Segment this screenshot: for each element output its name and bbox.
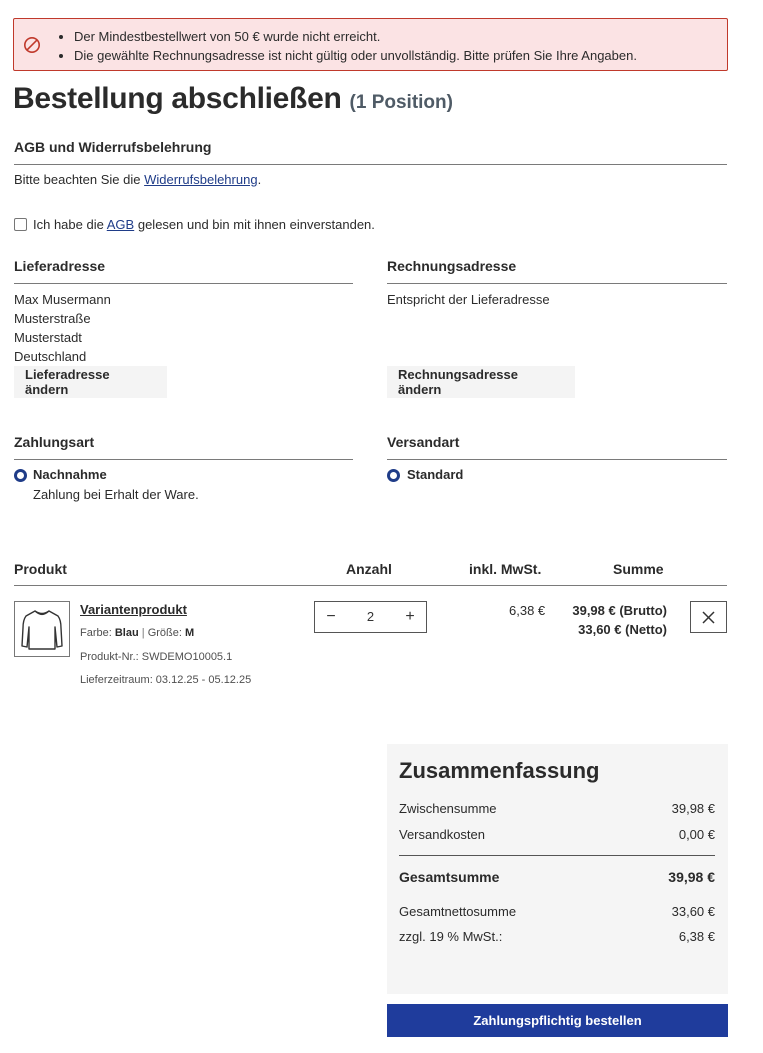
- terms-heading: AGB und Widerrufsbelehrung: [14, 139, 727, 165]
- page-title-text: Bestellung abschließen: [13, 82, 342, 115]
- size-value: M: [184, 627, 195, 639]
- sum-column-header: Summe: [613, 561, 664, 577]
- color-value: Blau: [114, 627, 139, 639]
- revocation-notice: [14, 172, 261, 187]
- quantity-value[interactable]: 2: [366, 609, 375, 624]
- total-row: [399, 869, 715, 885]
- page-title: [13, 82, 453, 116]
- address-line: Musterstraße: [14, 311, 91, 326]
- address-line: Musterstadt: [14, 330, 82, 345]
- alert-message: • Die gewählte Rechnungsadresse ist nicht gültig oder unvollständig. Bitte prüfen Sie Ihre Angaben.: [74, 46, 637, 65]
- color-label: Farbe:: [80, 627, 112, 639]
- net-total-value: 33,60 €: [671, 904, 715, 919]
- payment-description: Zahlung bei Erhalt der Ware.: [33, 487, 199, 502]
- product-thumbnail[interactable]: [14, 601, 70, 657]
- close-icon: [691, 602, 726, 632]
- payment-option-label: Nachnahme: [33, 467, 107, 482]
- net-total-row: [399, 904, 715, 919]
- increase-quantity-button[interactable]: +: [405, 608, 415, 625]
- shipping-method-radio[interactable]: [387, 469, 400, 482]
- forbidden-icon: [23, 36, 41, 54]
- table-divider: [14, 585, 727, 586]
- delivery-period: Lieferzeitraum: 03.12.25 - 05.12.25: [80, 674, 252, 686]
- checkbox-text-suffix: gelesen und bin mit ihnen einverstanden.: [137, 217, 375, 232]
- change-billing-address-button[interactable]: Rechnungsadresse ändern: [387, 366, 575, 398]
- notice-text: Bitte beachten Sie die: [14, 172, 141, 187]
- subtotal-label: Zwischensumme: [399, 801, 497, 816]
- alert-messages: [58, 27, 637, 65]
- payment-radio[interactable]: [14, 469, 27, 482]
- address-line: Deutschland: [14, 349, 87, 364]
- product-sku: Produkt-Nr.: SWDEMO10005.1: [80, 651, 233, 663]
- agb-link[interactable]: AGB: [106, 217, 135, 232]
- quantity-stepper[interactable]: [314, 601, 427, 633]
- decrease-quantity-button[interactable]: −: [326, 608, 336, 625]
- item-tax: 6,38 €: [509, 603, 546, 618]
- payment-heading: Zahlungsart: [14, 434, 353, 460]
- size-label: Größe:: [147, 627, 182, 639]
- error-alert: [13, 18, 728, 71]
- shipping-method-label: Standard: [407, 467, 464, 482]
- revocation-link[interactable]: Widerrufsbelehrung: [144, 172, 258, 187]
- summary-divider: [399, 855, 715, 856]
- remove-item-button[interactable]: [690, 601, 727, 633]
- shipping-method-heading: Versandart: [387, 434, 727, 460]
- position-count: (1 Position): [349, 92, 453, 113]
- shipping-address-heading: Lieferadresse: [14, 258, 353, 284]
- billing-address-heading: Rechnungsadresse: [387, 258, 727, 284]
- vat-label: zzgl. 19 % MwSt.:: [399, 929, 503, 944]
- checkbox-text: Ich habe die: [33, 217, 104, 232]
- shipping-cost-label: Versandkosten: [399, 827, 486, 842]
- sweater-icon: [15, 602, 69, 656]
- item-net-price: 33,60 € (Netto): [578, 622, 667, 637]
- total-value: 39,98 €: [668, 869, 715, 885]
- item-gross-price: 39,98 € (Brutto): [572, 603, 667, 618]
- change-shipping-address-button[interactable]: Lieferadresse ändern: [14, 366, 167, 398]
- quantity-column-header: Anzahl: [346, 561, 392, 577]
- terms-checkbox-label: [33, 217, 375, 232]
- summary-title: Zusammenfassung: [399, 758, 600, 783]
- vat-value: 6,38 €: [678, 929, 715, 944]
- total-label: Gesamtsumme: [399, 869, 500, 885]
- vat-row: [399, 929, 715, 944]
- notice-suffix: .: [257, 172, 262, 187]
- subtotal-row: [399, 801, 715, 816]
- product-column-header: Produkt: [14, 561, 67, 577]
- terms-checkbox[interactable]: [14, 218, 27, 231]
- billing-address-text: Entspricht der Lieferadresse: [387, 292, 550, 307]
- place-order-button[interactable]: Zahlungspflichtig bestellen: [387, 1004, 728, 1037]
- net-total-label: Gesamtnettosumme: [399, 904, 517, 919]
- product-variant: Farbe: Blau | Größe: M: [80, 627, 195, 639]
- shipping-cost-value: 0,00 €: [678, 827, 715, 842]
- product-name-link[interactable]: Variantenprodukt: [80, 602, 187, 617]
- alert-message: • Der Mindestbestellwert von 50 € wurde nicht erreicht.: [74, 27, 637, 46]
- subtotal-value: 39,98 €: [671, 801, 715, 816]
- address-line: Max Musermann: [14, 292, 111, 307]
- tax-column-header: inkl. MwSt.: [469, 561, 542, 577]
- order-summary: [387, 744, 728, 994]
- shipping-cost-row: [399, 827, 715, 842]
